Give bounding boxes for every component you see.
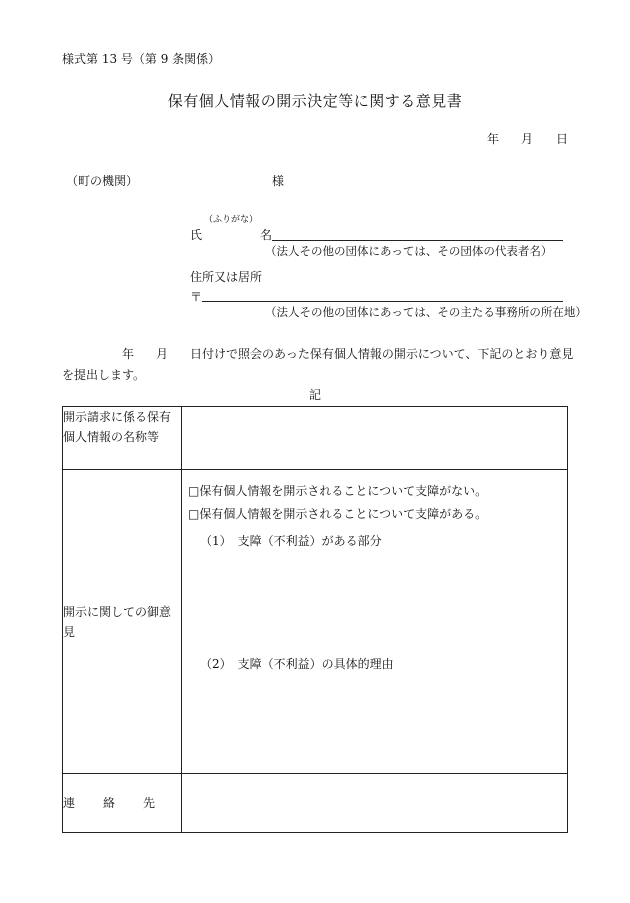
address-field-line[interactable] (202, 301, 563, 302)
name-field-line[interactable] (272, 240, 563, 241)
sub-item-affected-part: （1） 支障（不利益）がある部分 (200, 534, 382, 548)
addressee-agency: （町の機関） (66, 174, 139, 188)
row1-value-field[interactable] (182, 407, 568, 470)
row2-label: 開示に関しての御意見 (63, 470, 182, 774)
table-row (63, 470, 568, 774)
option-has-hindrance[interactable]: □保有個人情報を開示されることについて支障がある。 (188, 507, 488, 521)
date-month-label: 月 (521, 132, 534, 146)
body-year-label: 年 (122, 347, 135, 361)
date-year-label: 年 (487, 132, 500, 146)
page-title: 保有個人情報の開示決定等に関する意見書 (167, 92, 463, 110)
sub-item-specific-reason: （2） 支障（不利益）の具体的理由 (200, 657, 394, 671)
body-text-line2: を提出します。 (62, 368, 146, 382)
form-number: 様式第 13 号（第 9 条関係） (62, 52, 221, 66)
opinion-table (62, 406, 568, 833)
row2-value-field[interactable] (182, 470, 568, 774)
body-text-line1: 日付けで照会のあった保有個人情報の開示について、下記のとおり意見 (190, 347, 574, 361)
furigana-label: （ふりがな） (204, 215, 259, 225)
option-no-hindrance[interactable]: □保有個人情報を開示されることについて支障がない。 (188, 484, 488, 498)
ki-heading: 記 (308, 388, 321, 402)
addressee-honorific: 様 (272, 174, 285, 188)
name-note: （法人その他の団体にあっては、その団体の代表者名） (265, 244, 553, 258)
row3-value-field[interactable] (182, 774, 568, 833)
row3-label: 連 絡 先 (63, 774, 182, 833)
address-label: 住所又は居所 (190, 270, 263, 284)
name-label-second: 名 (260, 228, 273, 242)
row1-label: 開示請求に係る保有個人情報の名称等 (63, 407, 182, 470)
body-month-label: 月 (156, 347, 169, 361)
date-day-label: 日 (556, 132, 569, 146)
address-note: （法人その他の団体にあっては、その主たる事務所の所在地） (265, 305, 587, 319)
table-row (63, 407, 568, 470)
name-label-first: 氏 (190, 228, 203, 242)
postal-mark: 〒 (190, 290, 203, 304)
table-row (63, 774, 568, 833)
